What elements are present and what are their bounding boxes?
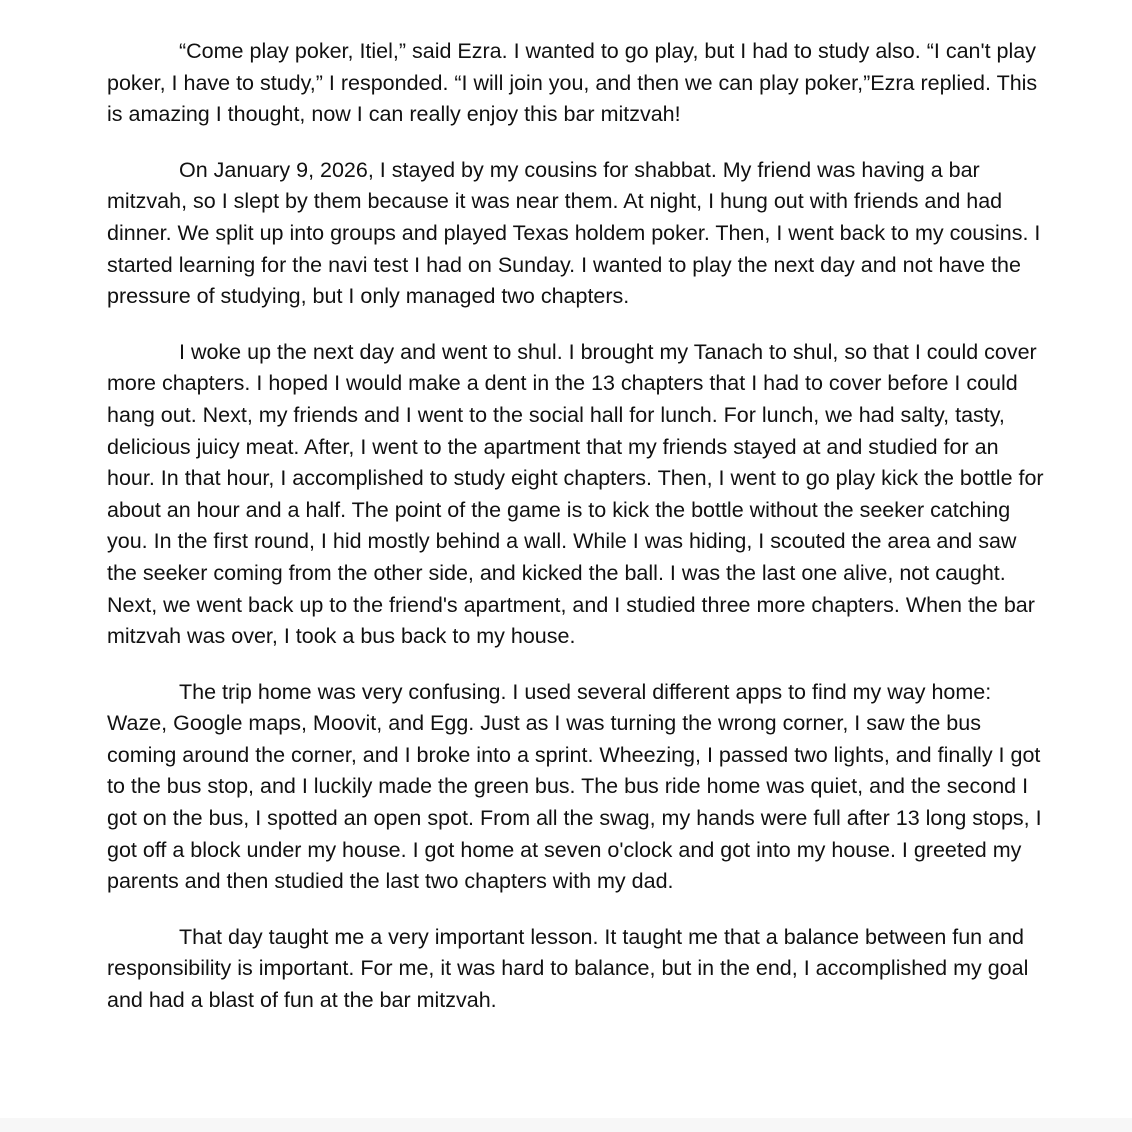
paragraph-1: “Come play poker, Itiel,” said Ezra. I wanted to go play, but I had to study also. “I can't play poker, I have to study,” I responded. “I will join you, and then we can play poker,”Ezra replied. This is amazing I thought, now I can really enjoy this bar mitzvah! xyxy=(107,39,1038,127)
document-page xyxy=(107,36,1047,1041)
paragraph-5: That day taught me a very important lesson. It taught me that a balance between fun and responsibility is important. For me, it was hard to balance, but in the end, I accomplished my goal and had a blast of fun at the bar mitzvah. xyxy=(107,924,1029,1013)
bottom-edge-shade xyxy=(0,1118,1132,1132)
paragraph-4: The trip home was very confusing. I used several different apps to find my way home: Waze, Google maps, Moovit, and Egg. Just as I was turning the wrong corner, I saw the bus coming around the corner, and I broke into a sprint. Wheezing, I passed two lights, and finally I got to the bus stop, and I luckily made the green bus. The bus ride home was quiet, and the second I got on the bus, I spotted an open spot. From all the swag, my hands were full after 13 long stops, I got off a block under my house. I got home at seven o'clock and got into my house. I greeted my parents and then studied the last two chapters with my dad. xyxy=(107,679,1042,894)
paragraph-3: I woke up the next day and went to shul. I brought my Tanach to shul, so that I could cover more chapters. I hoped I would make a dent in the 13 chapters that I had to cover before I could hang out. Next, my friends and I went to the social hall for lunch. For lunch, we had salty, tasty, delicious juicy meat. After, I went to the apartment that my friends stayed at and studied for an hour. In that hour, I accomplished to study eight chapters. Then, I went to go play kick the bottle for about an hour and a half. The point of the game is to kick the bottle without the seeker catching you. In the first round, I hid mostly behind a wall. While I was hiding, I scouted the area and saw the seeker coming from the other side, and kicked the ball. I was the last one alive, not caught. Next, we went back up to the friend's apartment, and I studied three more chapters. When the bar mitzvah was over, I took a bus back to my house. xyxy=(107,339,1044,649)
paragraph-2: On January 9, 2026, I stayed by my cousins for shabbat. My friend was having a bar mitzvah, so I slept by them because it was near them. At night, I hung out with friends and had dinner. We split up into groups and played Texas holdem poker. Then, I went back to my cousins. I started learning for the navi test I had on Sunday. I wanted to play the next day and not have the pressure of studying, but I only managed two chapters. xyxy=(107,157,1041,309)
